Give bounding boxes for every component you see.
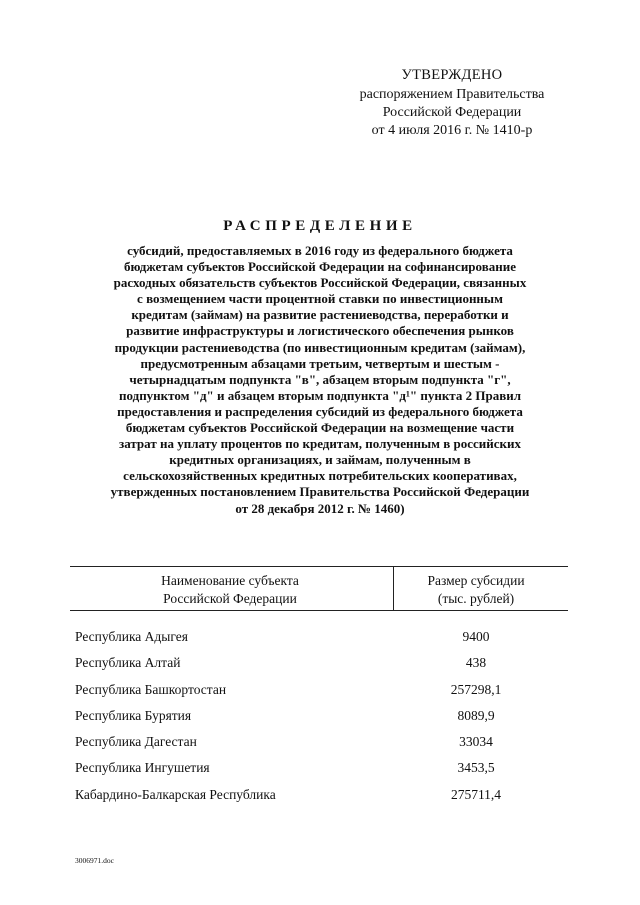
table-row-value: 257298,1 bbox=[450, 682, 502, 697]
document-title: РАСПРЕДЕЛЕНИЕ bbox=[223, 218, 417, 234]
approval-heading: УТВЕРЖДЕНО bbox=[401, 67, 503, 83]
approval-block bbox=[352, 66, 552, 140]
subtitle-line: бюджетам субъектов Российской Федерации на софинансирование bbox=[124, 259, 516, 275]
table-row-value: 9400 bbox=[462, 629, 490, 644]
table-row-value: 3453,5 bbox=[457, 760, 495, 775]
table-header-bottom-rule bbox=[70, 610, 568, 611]
subtitle-line: подпунктом "д" и абзацем вторым подпункта "д¹" пункта 2 Правил bbox=[119, 387, 521, 403]
subtitle-line: четырнадцатым подпункта "в", абзацем вторым подпункта "г", bbox=[129, 371, 511, 387]
table-column-divider bbox=[393, 566, 394, 610]
approval-line-3: от 4 июля 2016 г. № 1410-р bbox=[371, 123, 533, 138]
column-header-subsidy: Размер субсидии (тыс. рублей) bbox=[427, 573, 525, 606]
document-filename: 3006971.doc bbox=[75, 856, 114, 865]
subtitle-line: предоставления и распределения субсидий из федерального бюджета bbox=[117, 403, 523, 419]
table-row-name: Республика Бурятия bbox=[75, 708, 192, 723]
subtitle-line: затрат на уплату процентов по кредитам, полученным в российских bbox=[119, 436, 521, 452]
column-header-region: Наименование субъекта Российской Федерации bbox=[161, 573, 299, 606]
subtitle-line: субсидий, предоставляемых в 2016 году из федерального бюджета bbox=[127, 243, 513, 258]
subtitle-line: от 28 декабря 2012 г. № 1460) bbox=[235, 500, 405, 516]
subtitle-line: кредитных организациях, и займам, полученным в bbox=[169, 452, 471, 468]
subtitle-line: продукции растениеводства (по инвестиционным кредитам (займам), bbox=[114, 339, 526, 355]
table-row-name: Республика Дагестан bbox=[75, 734, 197, 749]
subtitle-line: утвержденных постановлением Правительства Российской Федерации bbox=[110, 484, 530, 500]
table-row-value: 438 bbox=[465, 655, 487, 670]
subtitle-line: развитие инфраструктуры и логистического обеспечения рынков bbox=[126, 323, 514, 339]
subtitle-line: предусмотренным абзацами третьим, четвертым и шестым - bbox=[140, 355, 500, 371]
table-row-name: Республика Башкортостан bbox=[75, 682, 227, 697]
subtitle-line: сельскохозяйственных кредитных потребительских кооперативах, bbox=[123, 468, 517, 484]
subtitle-line: бюджетам субъектов Российской Федерации на возмещение части bbox=[125, 420, 515, 436]
table-row-name: Республика Адыгея bbox=[75, 629, 188, 644]
table-row-name: Республика Алтай bbox=[75, 655, 181, 670]
table-row-value: 8089,9 bbox=[457, 708, 495, 723]
table-top-rule bbox=[70, 566, 568, 567]
table-row-name: Кабардино-Балкарская Республика bbox=[75, 787, 276, 802]
approval-line-1: распоряжением Правительства bbox=[359, 87, 545, 102]
table-row-name: Республика Ингушетия bbox=[75, 760, 210, 775]
document-subtitle bbox=[58, 243, 582, 517]
subtitle-line: кредитам (займам) на развитие растениеводства, переработки и bbox=[131, 307, 509, 323]
subtitle-line: с возмещением части процентной ставки по инвестиционным bbox=[137, 291, 503, 307]
approval-line-2: Российской Федерации bbox=[382, 105, 522, 120]
table-row-value: 33034 bbox=[459, 734, 493, 749]
subtitle-line: расходных обязательств субъектов Российской Федерации, связанных bbox=[113, 275, 527, 291]
table-row-value: 275711,4 bbox=[450, 787, 502, 802]
